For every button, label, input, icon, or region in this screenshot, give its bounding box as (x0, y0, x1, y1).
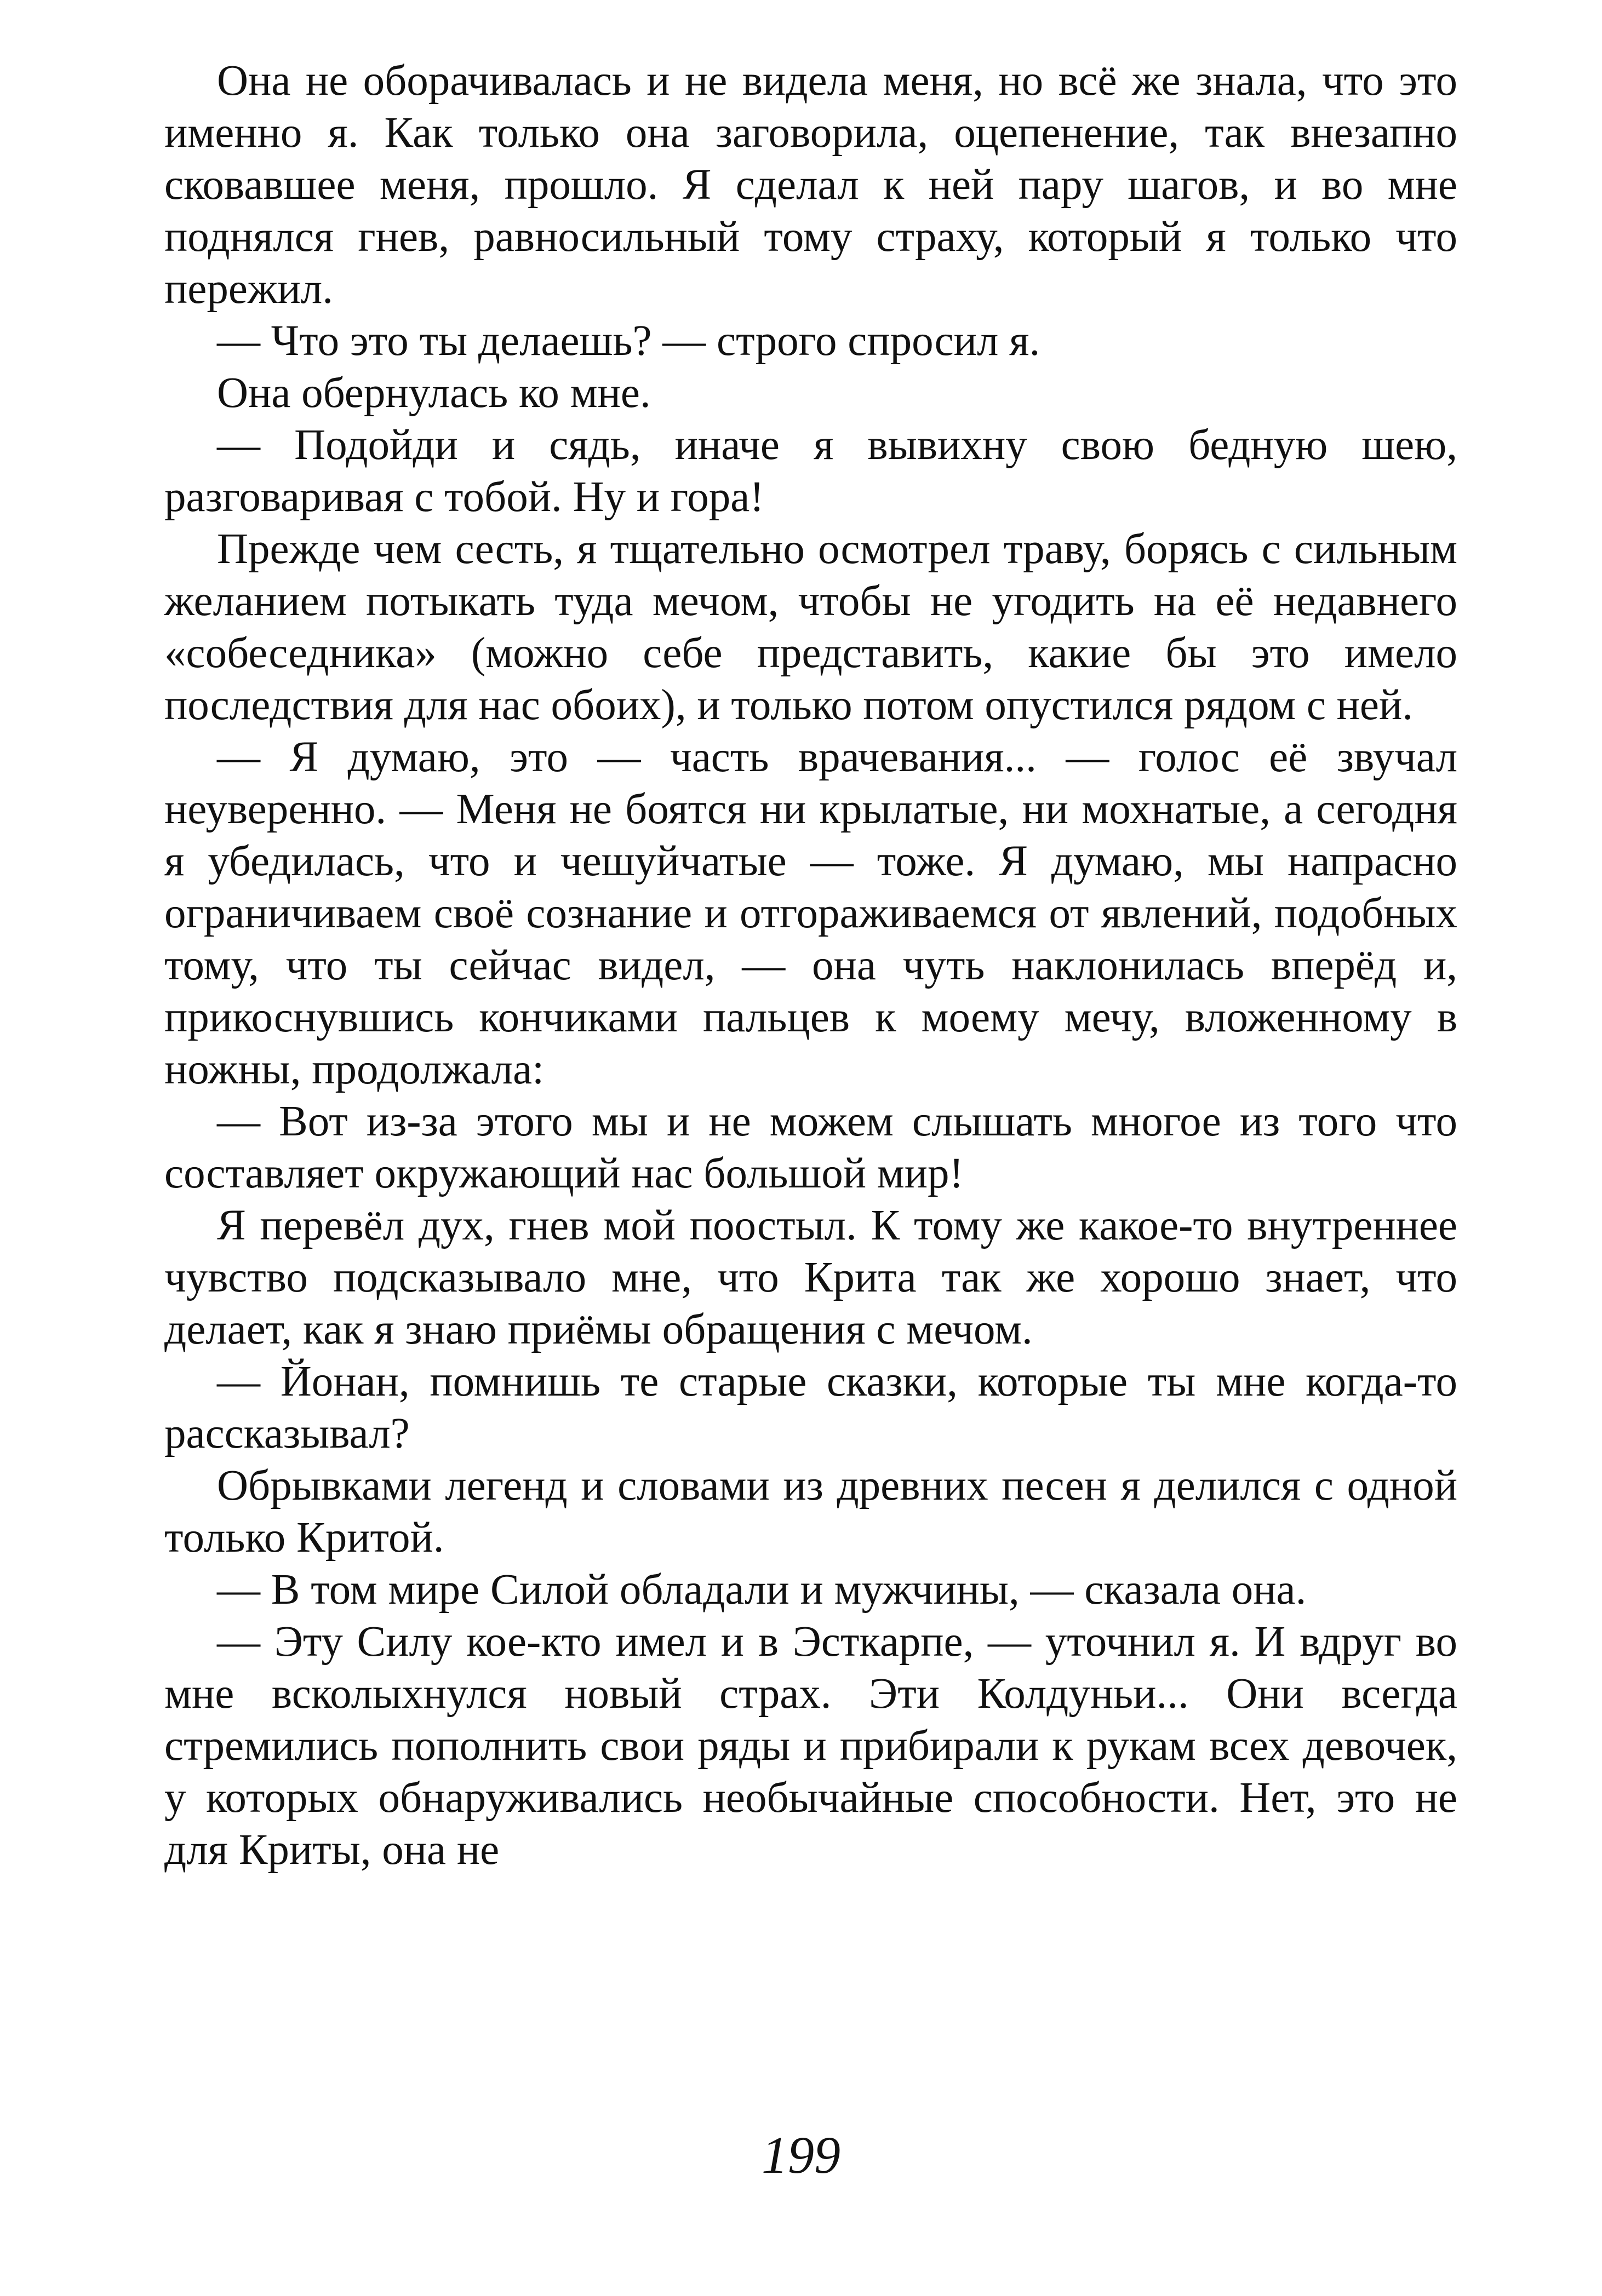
paragraph: — В том мире Силой обладали и мужчины, — сказала она. (217, 1566, 1307, 1614)
paragraph: Я перевёл дух, гнев мой поостыл. К тому же какое-то внутреннее чувство подсказывало мне, что Крита так же хорошо знает, что делает, как я знаю приёмы обращения с мечом. (164, 1202, 1457, 1353)
paragraph: Обрывками легенд и словами из древних песен я делился с одной только Критой. (164, 1462, 1457, 1562)
paragraph: — Я думаю, это — часть врачевания... — голос её звучал неуверенно. — Меня не боятся ни крылатые, ни мохнатые, а сегодня я убедилась, что и чешуйчатые — тоже. Я думаю, мы напрасно ограничиваем своё сознание и отгораживаемся от явлений, подобных тому, что ты сейчас видел, — она чуть наклонилась вперёд и, прикоснувшись кончиками пальцев к моему мечу, вложенному в ножны, продолжала: (164, 733, 1457, 1093)
paragraph: — Подойди и сядь, иначе я вывихну свою бедную шею, разговаривая с тобой. Ну и гора! (164, 421, 1457, 521)
page-number: 199 (762, 2126, 840, 2184)
paragraph: — Что это ты делаешь? — строго спросил я. (217, 317, 1040, 365)
paragraph: — Йонан, помнишь те старые сказки, которые ты мне когда-то рассказывал? (164, 1358, 1457, 1457)
paragraph: Прежде чем сесть, я тщательно осмотрел траву, борясь с сильным желанием потыкать туда мечом, чтобы не угодить на её недавнего «собеседника» (можно себе представить, какие бы это имело последствия для нас обоих), и только потом опустился рядом с ней. (164, 525, 1457, 729)
body-text (164, 55, 1457, 1876)
paragraph: Она обернулась ко мне. (217, 369, 651, 417)
paragraph: — Вот из-за этого мы и не можем слышать многое из того что составляет окружающий нас большой мир! (164, 1098, 1457, 1197)
paragraph: — Эту Силу кое-кто имел и в Эсткарпе, — уточнил я. И вдруг во мне всколыхнулся новый страх. Эти Колдуньи... Они всегда стремились пополнить свои ряды и прибирали к рукам всех девочек, у которых обнаруживались необычайные способности. Нет, это не для Криты, она не (164, 1618, 1457, 1874)
paragraph: Она не оборачивалась и не видела меня, но всё же знала, что это именно я. Как только она заговорила, оцепенение, так внезапно сковавшее меня, прошло. Я сделал к ней пару шагов, и во мне поднялся гнев, равносильный тому страху, который я только что пережил. (164, 57, 1457, 313)
